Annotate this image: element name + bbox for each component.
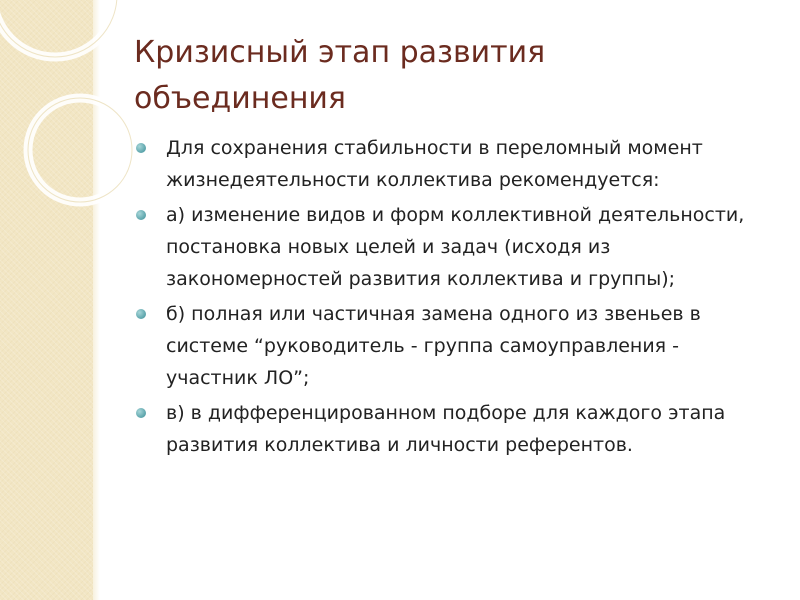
list-item-text: Для сохранения стабильности в переломный момент жизнедеятельности коллектива рекомендуется:	[166, 137, 703, 191]
list-item	[134, 132, 774, 196]
bullet-dot-icon	[136, 408, 146, 418]
bullet-dot-icon	[136, 309, 146, 319]
slide-title: Кризисный этап развития объединения	[134, 35, 546, 116]
list-item	[134, 298, 774, 394]
list-item-text: б) полная или частичная замена одного из звеньев в системе “руководитель - группа самоуправления - участник ЛО”;	[166, 303, 701, 389]
bullet-dot-icon	[136, 210, 146, 220]
list-item-text: в) в дифференцированном подборе для каждого этапа развития коллектива и личности референтов.	[166, 402, 726, 456]
list-item	[134, 199, 774, 295]
bullet-dot-icon	[136, 143, 146, 153]
bullet-list	[134, 132, 774, 464]
list-item-text: а) изменение видов и форм коллективной деятельности, постановка новых целей и задач (исходя из закономерностей развития коллектива и группы);	[166, 204, 745, 290]
list-item	[134, 397, 774, 461]
